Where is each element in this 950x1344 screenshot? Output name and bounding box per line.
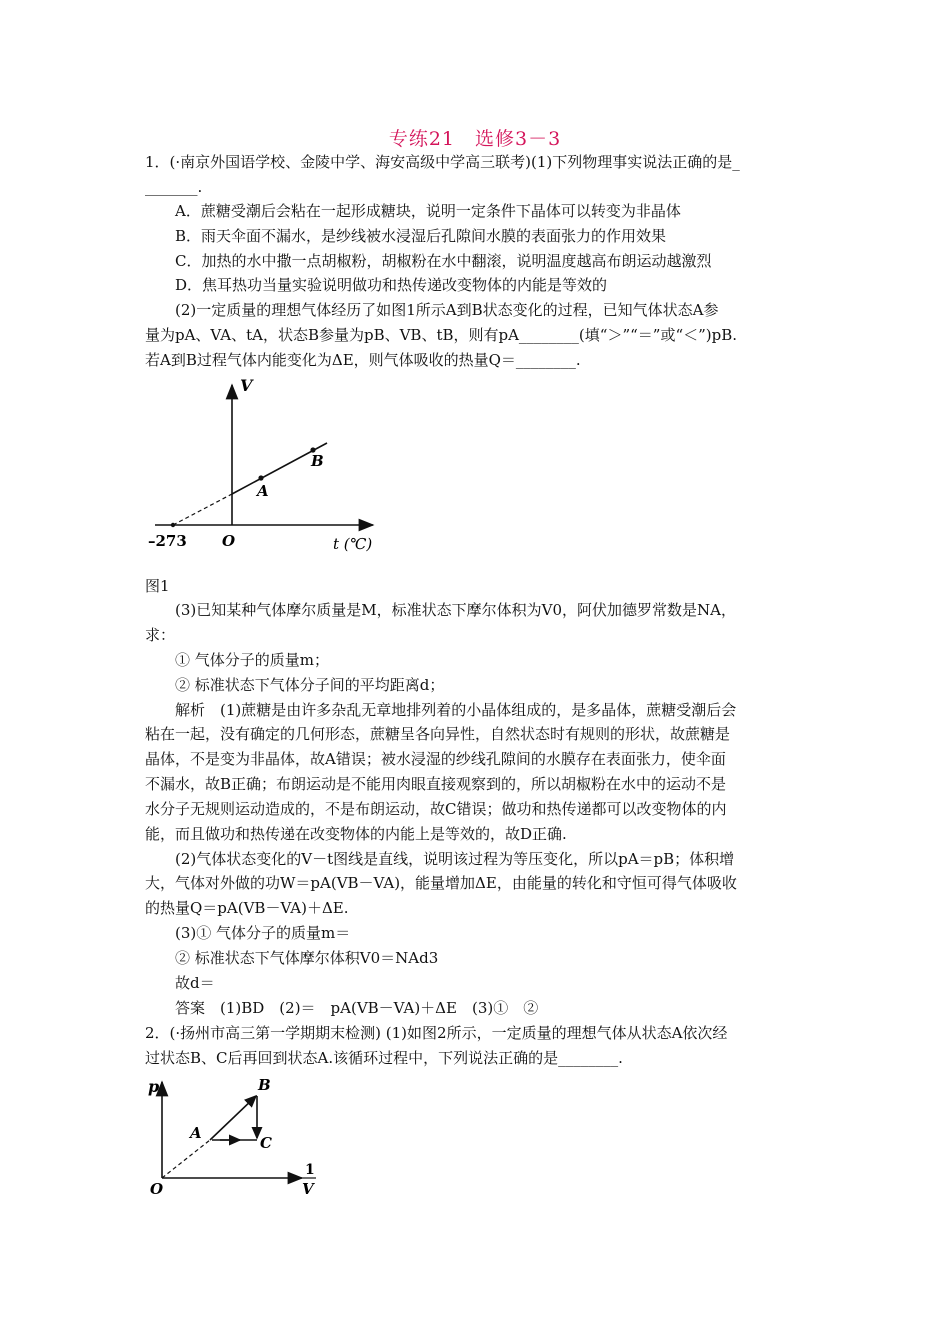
figure-1-vt-graph [145,375,385,555]
point-neg273 [171,523,175,527]
solution-line8: 大，气体对外做的功W＝pA(VB－VA)，能量增加ΔE，由能量的转化和守恒可得气体吸收 [145,874,737,892]
point-a-label: A [190,1124,202,1142]
point-b-label: B [258,1076,271,1094]
extrapolation-dashed-line [162,1140,210,1178]
q1-part2-line3: 若A到B过程气体内能变化为ΔE，则气体吸收的热量Q＝________. [145,351,581,369]
neg-273-label: –273 [148,532,187,550]
y-axis-label: V [240,376,253,395]
y-axis-label: p [148,1077,160,1096]
point-a-label: A [257,482,269,500]
page-title: 专练21 选修3－3 [388,128,562,150]
solution-line3: 晶体，不是变为非晶体，故A错误；被水浸湿的纱线孔隙间的水膜存在表面张力，使伞面 [145,750,726,768]
q1-option-d: D．焦耳热功当量实验说明做功和热传递改变物体的内能是等效的 [175,276,608,294]
q1-option-a: A．蔗糖受潮后会粘在一起形成糖块，说明一定条件下晶体可以转变为非晶体 [175,202,681,220]
origin-label: O [222,532,236,550]
q1-part2-line1: (2)一定质量的理想气体经历了如图1所示A到B状态变化的过程，已知气体状态A参 [175,301,719,319]
q2-stem-line1: 2．(·扬州市高三第一学期期末检测) (1)如图2所示，一定质量的理想气体从状态A依次经 [145,1024,728,1042]
point-c-label: C [260,1134,272,1152]
q1-part3-item1: ① 气体分子的质量m； [175,651,329,669]
q1-option-b: B．雨天伞面不漏水，是纱线被水浸湿后孔隙间水膜的表面张力的作用效果 [175,227,667,245]
process-a-to-b [210,1096,256,1140]
q1-stem-line2: _______. [145,178,203,196]
q1-part3-line1: (3)已知某种气体摩尔质量是M，标准状态下摩尔体积为V0，阿伏加德罗常数是NA， [175,601,736,619]
solution-line11: ② 标准状态下气体摩尔体积V0＝NAd3 [175,949,439,967]
q1-part3-line2: 求： [145,626,176,644]
solution-line5: 水分子无规则运动造成的，不是布朗运动，故C错误；做功和热传递都可以改变物体的内 [145,800,727,818]
extrapolation-dashed-line [173,494,232,525]
solution-line2: 粘在一起，没有确定的几何形态，蔗糖呈各向异性，自然状态时有规则的形状，故蔗糖是 [145,725,731,743]
point-b-label: B [311,452,324,470]
solution-line10: (3)① 气体分子的质量m＝ [175,924,351,942]
x-axis-numerator: 1 [305,1162,315,1178]
solution-line9: 的热量Q＝pA(VB－VA)＋ΔE. [145,899,349,917]
x-axis-label: t (℃) [333,535,373,553]
point-a [258,475,263,480]
solution-line7: (2)气体状态变化的V－t图线是直线，说明该过程为等压变化，所以pA＝pB；体积增 [175,850,735,868]
origin-label: O [150,1180,164,1198]
q1-part3-item2: ② 标准状态下气体分子间的平均距离d； [175,676,445,694]
q1-part2-line2: 量为pA、VA、tA，状态B参量为pB、VB、tB，则有pA________(填“＞”“＝”或“＜”)pB. [145,326,738,344]
answer-line: 答案 (1)BD (2)＝ pA(VB－VA)＋ΔE (3)① ② [175,999,539,1017]
x-axis-denominator: V [302,1180,314,1198]
figure-2-p-inverse-v-graph [140,1070,330,1205]
q1-option-c: C．加热的水中撒一点胡椒粉，胡椒粉在水中翻滚，说明温度越高布朗运动越激烈 [175,252,712,270]
solution-line1: 解析 (1)蔗糖是由许多杂乱无章地排列着的小晶体组成的，是多晶体，蔗糖受潮后会 [175,701,737,719]
solution-line6: 能，而且做功和热传递在改变物体的内能上是等效的，故D正确. [145,825,567,843]
q1-stem-line1: 1．(·南京外国语学校、金陵中学、海安高级中学高三联考)(1)下列物理事实说法正确的是_ [145,153,740,171]
figure-1-caption: 图1 [145,577,170,595]
solution-line12: 故d＝ [175,974,215,992]
solution-line4: 不漏水，故B正确；布朗运动是不能用肉眼直接观察到的，所以胡椒粉在水中的运动不是 [145,775,727,793]
q2-stem-line2: 过状态B、C后再回到状态A.该循环过程中，下列说法正确的是________. [145,1049,623,1067]
